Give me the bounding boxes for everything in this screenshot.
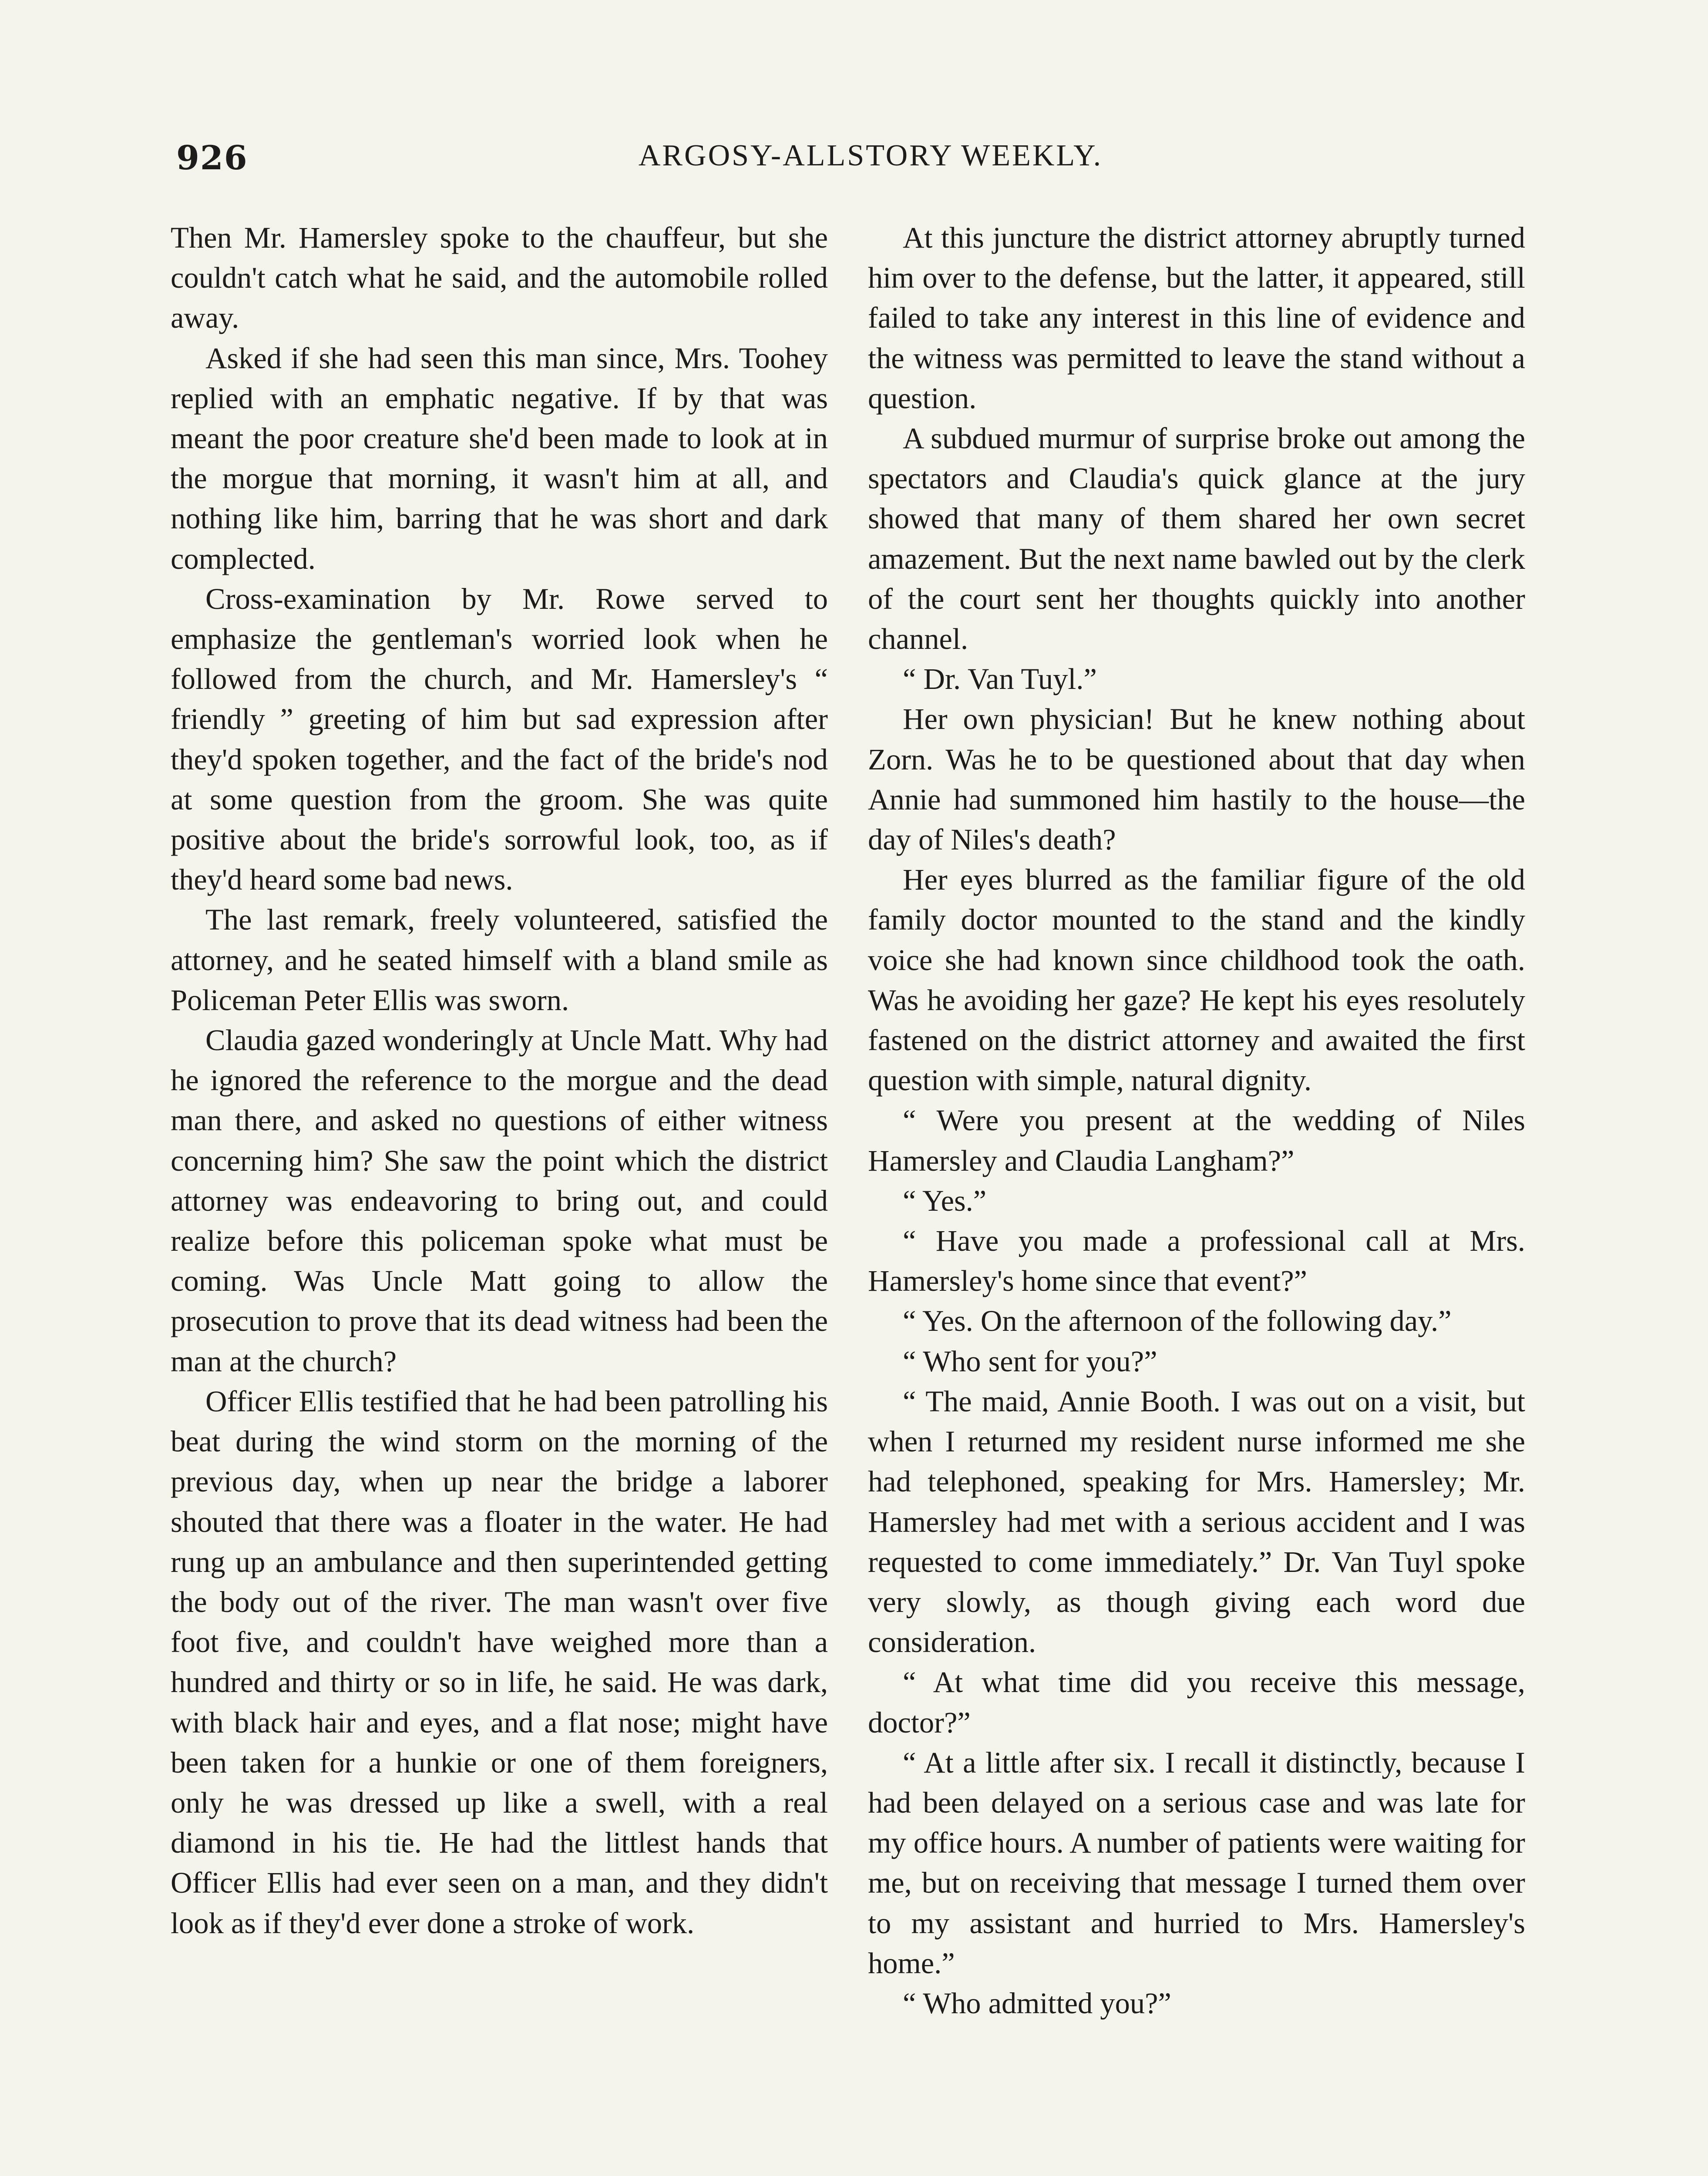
paragraph: The last remark, freely volunteered, satisfied the attorney, and he seated himself with a bland smile as Policeman Peter Ellis was sworn.	[171, 903, 828, 1017]
paragraph: “ Who sent for you?”	[903, 1344, 1157, 1378]
paragraph: Asked if she had seen this man since, Mrs. Toohey replied with an emphatic negative. If by that was meant the poor creature she'd been made to look at in the morgue that morning, it wasn't him at all, and nothing like him, barring that he was short and dark complected.	[171, 341, 828, 575]
paragraph: Her own physician! But he knew nothing about Zorn. Was he to be questioned about that day when Annie had summoned him hastily to the house—the day of Niles's death?	[868, 702, 1525, 856]
paragraph: At this juncture the district attorney abruptly turned him over to the defense, but the latter, it appeared, still failed to take any interest in this line of evidence and the witness was permitted to leave the stand without a question.	[868, 221, 1525, 415]
right-column	[868, 218, 1525, 2023]
running-head: ARGOSY-ALLSTORY WEEKLY.	[638, 139, 1103, 172]
paragraph: “ The maid, Annie Booth. I was out on a visit, but when I returned my resident nurse informed me she had telephoned, speaking for Mrs. Hamersley; Mr. Hamersley had met with a serious accident and I was requested to come immediately.” Dr. Van Tuyl spoke very slowly, as though giving each word due consideration.	[868, 1384, 1525, 1659]
paragraph: “ Yes. On the afternoon of the following day.”	[903, 1304, 1452, 1338]
paragraph: “ At a little after six. I recall it distinctly, because I had been delayed on a serious case and was late for my office hours. A number of patients were waiting for me, but on receiving that message I turned them over to my assistant and hurried to Mrs. Hamersley's home.”	[868, 1746, 1525, 1980]
left-column	[171, 218, 828, 1943]
page-number: 926	[176, 138, 248, 177]
paragraph: “ Who admitted you?”	[903, 1986, 1171, 2020]
paragraph: “ Were you present at the wedding of Niles Hamersley and Claudia Langham?”	[868, 1104, 1525, 1177]
paragraph: Officer Ellis testified that he had been patrolling his beat during the wind storm on the morning of the previous day, when up near the bridge a laborer shouted that there was a floater in the water. He had rung up an ambulance and then superintended getting the body out of the river. The man wasn't over five foot five, and couldn't have weighed more than a hundred and thirty or so in life, he said. He was dark, with black hair and eyes, and a flat nose; might have been taken for a hunkie or one of them foreigners, only he was dressed up like a swell, with a real diamond in his tie. He had the littlest hands that Officer Ellis had ever seen on a man, and they didn't look as if they'd ever done a stroke of work.	[171, 1384, 828, 1940]
paragraph: Her eyes blurred as the familiar figure of the old family doctor mounted to the stand and the kindly voice she had known since childhood took the oath. Was he avoiding her gaze? He kept his eyes resolutely fastened on the district attorney and awaited the first question with simple, natural dignity.	[868, 863, 1525, 1097]
paragraph: Cross-examination by Mr. Rowe served to emphasize the gentleman's worried look when he followed from the church, and Mr. Hamersley's “ friendly ” greeting of him but sad expression after they'd spoken together, and the fact of the bride's nod at some question from the groom. She was quite positive about the bride's sorrowful look, too, as if they'd heard some bad news.	[171, 582, 828, 897]
paragraph: “ At what time did you receive this message, doctor?”	[868, 1666, 1525, 1739]
paragraph: Then Mr. Hamersley spoke to the chauffeur, but she couldn't catch what he said, and the automobile rolled away.	[171, 221, 828, 335]
paragraph: A subdued murmur of surprise broke out among the spectators and Claudia's quick glance at the jury showed that many of them shared her own secret amazement. But the next name bawled out by the clerk of the court sent her thoughts quickly into another channel.	[868, 422, 1525, 656]
paragraph: “ Yes.”	[903, 1184, 987, 1217]
paragraph: “ Dr. Van Tuyl.”	[903, 662, 1097, 696]
paragraph: “ Have you made a professional call at Mrs. Hamersley's home since that event?”	[868, 1224, 1525, 1298]
paragraph: Claudia gazed wonderingly at Uncle Matt. Why had he ignored the reference to the morgue and the dead man there, and asked no questions of either witness concerning him? She saw the point which the district attorney was endeavoring to bring out, and could realize before this policeman spoke what must be coming. Was Uncle Matt going to allow the prosecution to prove that its dead witness had been the man at the church?	[171, 1024, 828, 1378]
